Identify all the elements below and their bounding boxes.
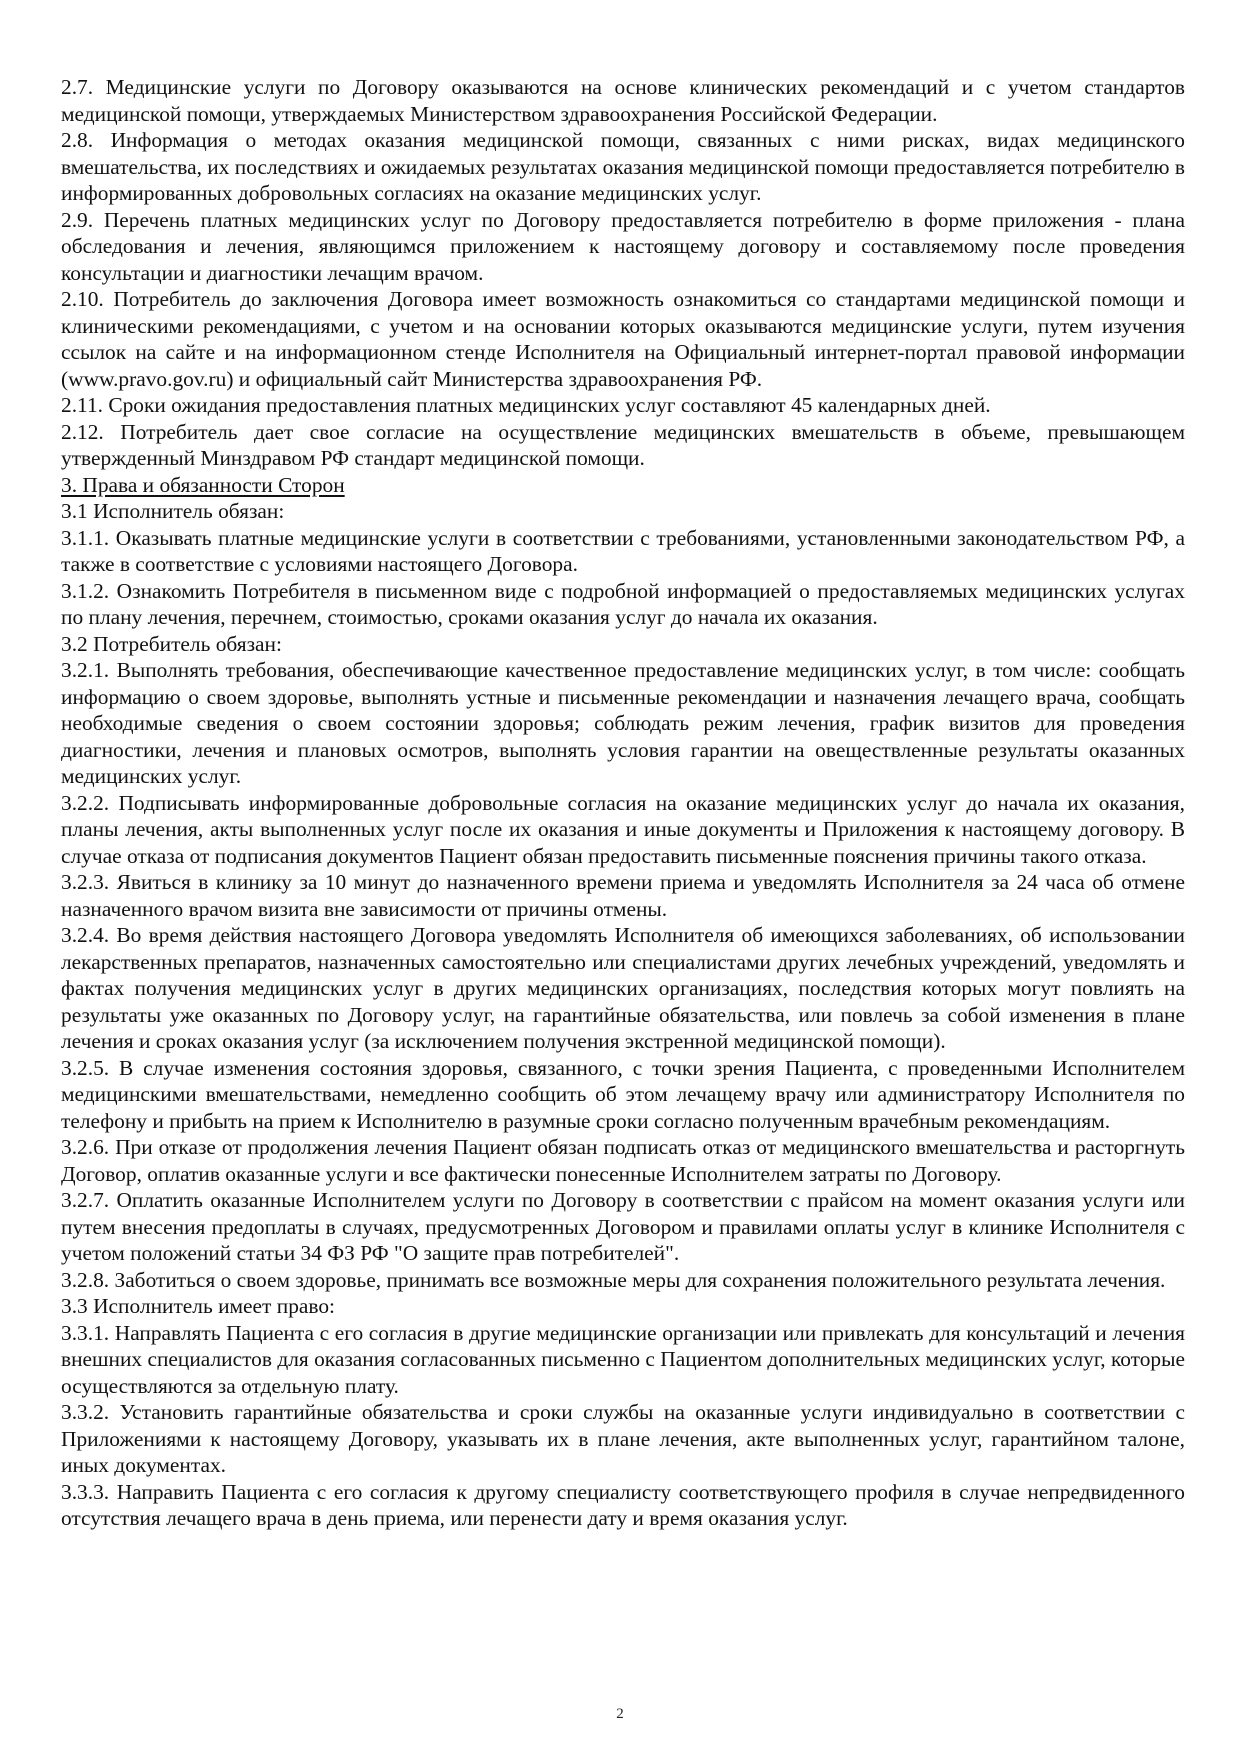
clause-2-7: 2.7. Медицинские услуги по Договору оказываются на основе клинических рекомендаций и с учетом стандартов медицинской помощи, утверждаемых Министерством здравоохранения Российской Федерации. bbox=[61, 75, 1185, 126]
clause-3-2-4: 3.2.4. Во время действия настоящего Договора уведомлять Исполнителя об имеющихся заболеваниях, об использовании лекарственных препаратов, назначенных самостоятельно или специалистами других лечебных учреждений, уведомлять и фактах получения медицинских услуг в других медицинских организациях, последствия которых могут повлиять на результаты уже оказанных по Договору услуг, на гарантийные обязательства, или повлечь за собой изменения в плане лечения и сроках оказания услуг (за исключением получения экстренной медицинской помощи). bbox=[61, 923, 1185, 1053]
document-body bbox=[61, 74, 1185, 1532]
clause-2-9: 2.9. Перечень платных медицинских услуг по Договору предоставляется потребителю в форме приложения - плана обследования и лечения, являющимся приложением к настоящему договору и составляемому после проведения консультации и диагностики лечащим врачом. bbox=[61, 207, 1185, 285]
subsection-3-2-heading: 3.2 Потребитель обязан: bbox=[61, 631, 282, 656]
clause-2-10: 2.10. Потребитель до заключения Договора имеет возможность ознакомиться со стандартами медицинской помощи и клиническими рекомендациями, с учетом и на основании которых оказываются медицинские услуги, путем изучения ссылок на сайте и на информационном стенде Исполнителя на Официальный интернет-портал правовой информации (www.pravo.gov.ru) и официальный сайт Министерства здравоохранения РФ. bbox=[61, 287, 1185, 391]
clause-2-12: 2.12. Потребитель дает свое согласие на осуществление медицинских вмешательств в объеме, превышающем утвержденный Минздравом РФ стандарт медицинской помощи. bbox=[61, 419, 1185, 470]
section-3-heading: 3. Права и обязанности Сторон bbox=[61, 472, 345, 497]
clause-3-2-7: 3.2.7. Оплатить оказанные Исполнителем услуги по Договору в соответствии с прайсом на момент оказания услуги или путем внесения предоплаты в случаях, предусмотренных Договором и правилами оплаты услуг в клинике Исполнителя с учетом положений статьи 34 ФЗ РФ "О защите прав потребителей". bbox=[61, 1188, 1185, 1265]
clause-3-2-5: 3.2.5. В случае изменения состояния здоровья, связанного, с точки зрения Пациента, с проведенными Исполнителем медицинскими вмешательствами, немедленно сообщить об этом лечащему врачу или администратору Исполнителя по телефону и прибыть на прием к Исполнителю в разумные сроки согласно полученным врачебным рекомендациям. bbox=[61, 1055, 1185, 1133]
clause-3-3-1: 3.3.1. Направлять Пациента с его согласия в другие медицинские организации или привлекать для консультаций и лечения внешних специалистов для оказания согласованных письменно с Пациентом дополнительных медицинских услуг, которые осуществляются за отдельную плату. bbox=[61, 1320, 1185, 1398]
clause-3-2-3: 3.2.3. Явиться в клинику за 10 минут до назначенного времени приема и уведомлять Исполнителя за 24 часа об отмене назначенного врачом визита вне зависимости от причины отмены. bbox=[61, 870, 1185, 921]
clause-3-1-1: 3.1.1. Оказывать платные медицинские услуги в соответствии с требованиями, установленными законодательством РФ, а также в соответствие с условиями настоящего Договора. bbox=[61, 525, 1185, 576]
clause-3-3-3: 3.3.3. Направить Пациента с его согласия к другому специалисту соответствующего профиля в случае непредвиденного отсутствия лечащего врача в день приема, или перенести дату и время оказания услуг. bbox=[61, 1479, 1185, 1530]
clause-3-2-8: 3.2.8. Заботиться о своем здоровье, принимать все возможные меры для сохранения положительного результата лечения. bbox=[61, 1267, 1166, 1292]
clause-3-2-6: 3.2.6. При отказе от продолжения лечения Пациент обязан подписать отказ от медицинского вмешательства и расторгнуть Договор, оплатив оказанные услуги и все фактически понесенные Исполнителем затраты по Договору. bbox=[61, 1135, 1185, 1186]
clause-2-8: 2.8. Информация о методах оказания медицинской помощи, связанных с ними рисках, видах медицинского вмешательства, их последствиях и ожидаемых результатах оказания медицинской помощи предоставляется потребителю в информированных добровольных согласиях на оказание медицинских услуг. bbox=[61, 128, 1185, 205]
clause-3-1-2: 3.1.2. Ознакомить Потребителя в письменном виде с подробной информацией о предоставляемых медицинских услугах по плану лечения, перечнем, стоимостью, сроками оказания услуг до начала их оказания. bbox=[61, 578, 1185, 629]
clause-3-3-2: 3.3.2. Установить гарантийные обязательства и сроки службы на оказанные услуги индивидуально в соответствии с Приложениями к настоящему Договору, указывать их в плане лечения, акте выполненных услуг, гарантийном талоне, иных документах. bbox=[61, 1400, 1185, 1477]
clause-2-11: 2.11. Сроки ожидания предоставления платных медицинских услуг составляют 45 календарных дней. bbox=[61, 393, 991, 417]
page-number: 2 bbox=[616, 1706, 624, 1722]
subsection-3-3-heading: 3.3 Исполнитель имеет право: bbox=[61, 1294, 335, 1318]
subsection-3-1-heading: 3.1 Исполнитель обязан: bbox=[61, 499, 285, 523]
clause-3-2-2: 3.2.2. Подписывать информированные добровольные согласия на оказание медицинских услуг до начала их оказания, планы лечения, акты выполненных услуг после их оказания и иные документы и Приложения к настоящему договору. В случае отказа от подписания документов Пациент обязан предоставить письменные пояснения причины такого отказа. bbox=[61, 790, 1185, 868]
clause-3-2-1: 3.2.1. Выполнять требования, обеспечивающие качественное предоставление медицинских услуг, в том числе: сообщать информацию о своем здоровье, выполнять устные и письменные рекомендации и назначения лечащего врача, сообщать необходимые сведения о своем состоянии здоровья; соблюдать режим лечения, график визитов для проведения диагностики, лечения и плановых осмотров, выполнять условия гарантии на овеществленные результаты оказанных медицинских услуг. bbox=[61, 658, 1185, 788]
